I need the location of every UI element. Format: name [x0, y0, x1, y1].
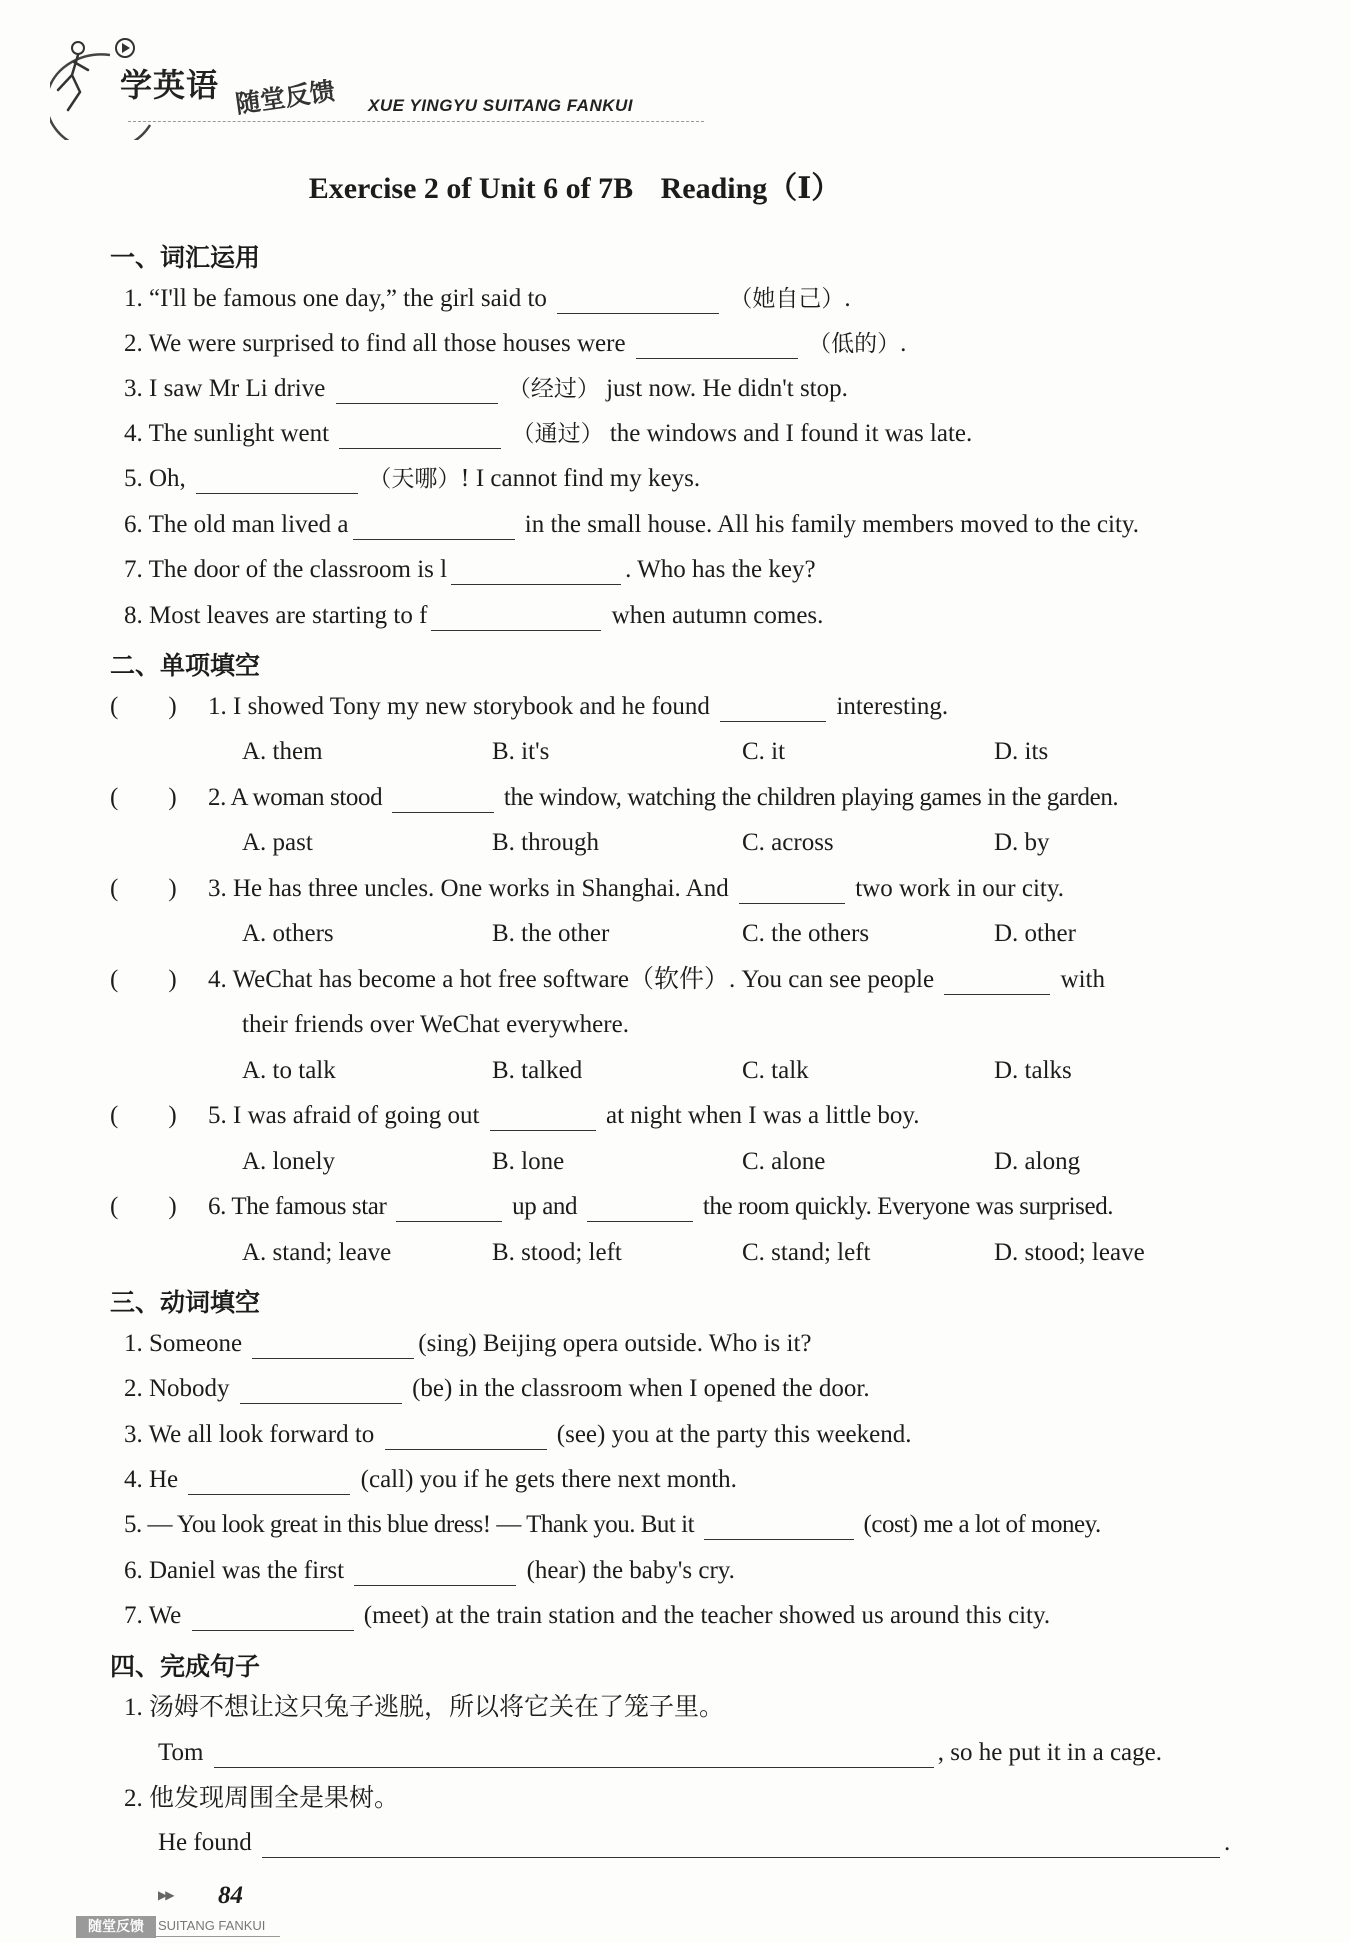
header-divider — [128, 121, 704, 122]
item-text: He — [149, 1466, 179, 1493]
option-a[interactable]: A. lonely — [242, 1148, 336, 1175]
option-a[interactable]: A. others — [242, 920, 334, 947]
item-number: 6. — [124, 511, 143, 538]
option-a[interactable]: A. past — [242, 829, 313, 856]
complete-item-1-chinese — [124, 1692, 724, 1723]
option-c[interactable]: C. across — [742, 829, 834, 856]
item-text: We all look forward to — [148, 1421, 375, 1448]
page-arrow-icon: ▶▶ — [158, 1888, 173, 1902]
item-text: The door of the classroom is l — [148, 556, 448, 583]
answer-paren[interactable]: ( ) — [110, 1193, 177, 1220]
option-d[interactable]: D. by — [994, 829, 1050, 856]
option-b[interactable]: B. the other — [492, 920, 610, 947]
vocab-item-2 — [124, 329, 906, 359]
item-text: We — [148, 1602, 182, 1629]
item-text-end: just now. He didn't stop. — [606, 375, 848, 402]
item-number: 5. — [124, 465, 143, 492]
item-number: 2. — [124, 1785, 143, 1812]
item-number: 4. — [208, 966, 227, 993]
item-number: 2. — [124, 330, 143, 357]
item-number: 5. — [124, 1511, 142, 1538]
item-text-end: . — [900, 330, 907, 357]
item-number: 3. — [124, 375, 143, 402]
verb-item-1 — [124, 1329, 812, 1359]
vocab-item-8 — [124, 601, 823, 631]
item-text: Tom — [158, 1739, 204, 1766]
item-text: WeChat has become a hot free software（软件）. You can see people — [232, 966, 935, 993]
answer-blank — [587, 1195, 693, 1222]
title-sub: Reading（Ⅰ） — [660, 172, 842, 205]
item-hint: （天哪）! — [368, 466, 470, 492]
section-heading-mc: 二、单项填空 — [110, 651, 261, 680]
item-text: Most leaves are starting to f — [149, 602, 428, 629]
answer-blank[interactable] — [196, 467, 358, 494]
item-text-end: the window, watching the children playing games in the garden. — [503, 784, 1119, 811]
item-hint: （经过） — [507, 376, 600, 402]
item-number: 1. — [124, 285, 143, 312]
answer-blank[interactable] — [240, 1377, 402, 1404]
title-main: Exercise 2 of Unit 6 of 7B — [308, 172, 634, 205]
item-text: Daniel was the first — [149, 1557, 345, 1584]
answer-blank[interactable] — [214, 1741, 934, 1768]
mc-item-6 — [208, 1192, 1113, 1222]
answer-blank[interactable] — [636, 332, 798, 359]
answer-blank[interactable] — [451, 558, 621, 585]
item-number: 4. — [124, 1466, 143, 1493]
item-chinese: 他发现周围全是果树。 — [149, 1783, 400, 1812]
item-hint: （低的） — [808, 331, 901, 357]
vocab-item-3 — [124, 374, 848, 404]
item-text: I was afraid of going out — [233, 1102, 480, 1129]
answer-paren[interactable]: ( ) — [110, 1102, 177, 1129]
answer-blank[interactable] — [336, 377, 498, 404]
item-number: 1. — [124, 1330, 143, 1357]
footer-tag-pinyin: SUITANG FANKUI — [158, 1918, 266, 1933]
mc-item-3 — [208, 874, 1064, 904]
item-text-end: (cost) me a lot of money. — [863, 1511, 1101, 1538]
answer-blank[interactable] — [262, 1831, 1220, 1858]
complete-item-1-english — [158, 1738, 1162, 1768]
section-heading-complete: 四、完成句子 — [110, 1652, 261, 1681]
option-b[interactable]: B. lone — [492, 1148, 565, 1175]
option-c[interactable]: C. it — [742, 738, 786, 765]
item-text: The famous star — [231, 1193, 387, 1220]
option-a[interactable]: A. them — [242, 738, 323, 765]
answer-blank[interactable] — [188, 1468, 350, 1495]
footer-divider — [156, 1936, 280, 1937]
item-text-end: . — [1223, 1829, 1231, 1856]
item-number: 4. — [124, 420, 143, 447]
item-number: 7. — [124, 1602, 143, 1629]
brand-chinese: 学英语 — [120, 66, 220, 104]
vocab-item-6 — [124, 510, 1139, 540]
option-a[interactable]: A. stand; leave — [242, 1239, 392, 1266]
item-text-end: with — [1060, 966, 1105, 993]
answer-blank[interactable] — [431, 604, 601, 631]
page-number: 84 — [218, 1882, 243, 1909]
item-text-end: at night when I was a little boy. — [605, 1102, 920, 1129]
item-text-end: when autumn comes. — [611, 602, 824, 629]
item-text: Oh, — [149, 465, 186, 492]
mc-item-2 — [208, 783, 1118, 813]
verb-item-3 — [124, 1420, 912, 1450]
item-text-end: . — [844, 285, 851, 312]
exercise-title — [0, 163, 1150, 207]
item-text: The sunlight went — [148, 420, 330, 447]
item-text-end: the windows and I found it was late. — [609, 420, 973, 447]
item-text: The old man lived a — [148, 511, 349, 538]
item-text-end: interesting. — [836, 693, 949, 720]
option-c[interactable]: C. talk — [742, 1057, 809, 1084]
item-text-end: in the small house. All his family members moved to the city. — [524, 511, 1140, 538]
footer-tag — [76, 1916, 280, 1938]
option-b[interactable]: B. it's — [492, 738, 550, 765]
answer-blank[interactable] — [704, 1513, 854, 1540]
item-hint: （通过） — [511, 421, 604, 447]
mc-item-5 — [208, 1101, 920, 1131]
mc-item-4-continued: their friends over WeChat everywhere. — [242, 1011, 629, 1038]
answer-paren[interactable]: ( ) — [110, 693, 177, 720]
item-text-end: the room quickly. Everyone was surprised. — [702, 1193, 1114, 1220]
answer-blank — [396, 1195, 502, 1222]
answer-blank[interactable] — [354, 1559, 516, 1586]
item-text-end: two work in our city. — [855, 875, 1064, 902]
answer-blank[interactable] — [252, 1332, 414, 1359]
item-text: A woman stood — [230, 784, 383, 811]
option-c[interactable]: C. the others — [742, 920, 870, 947]
section-heading-vocab: 一、词汇运用 — [110, 243, 261, 272]
item-text: “I'll be famous one day,” the girl said to — [149, 285, 547, 312]
option-d[interactable]: D. stood; leave — [994, 1239, 1145, 1266]
item-chinese: 汤姆不想让这只兔子逃脱，所以将它关在了笼子里。 — [149, 1692, 725, 1721]
vocab-item-7 — [124, 555, 816, 585]
item-text-end: I cannot find my keys. — [475, 465, 701, 492]
item-number: 5. — [208, 1102, 227, 1129]
item-text-end: (hear) the baby's cry. — [526, 1557, 735, 1584]
section-heading-verbs: 三、动词填空 — [110, 1288, 261, 1317]
answer-paren[interactable]: ( ) — [110, 875, 177, 902]
option-b[interactable]: B. stood; left — [492, 1239, 622, 1266]
answer-blank — [739, 877, 845, 904]
item-number: 2. — [208, 784, 226, 811]
item-text-end: (sing) Beijing opera outside. Who is it? — [418, 1330, 812, 1357]
item-text: He found — [158, 1829, 252, 1856]
mc-item-1 — [208, 692, 948, 722]
item-text-end: (call) you if he gets there next month. — [360, 1466, 737, 1493]
item-number: 8. — [124, 602, 143, 629]
answer-blank — [944, 968, 1050, 995]
item-hint: （她自己） — [729, 286, 845, 312]
option-d[interactable]: D. other — [994, 920, 1076, 947]
option-d[interactable]: D. its — [994, 738, 1049, 765]
item-number: 1. — [208, 693, 227, 720]
answer-blank[interactable] — [192, 1604, 354, 1631]
option-c[interactable]: C. alone — [742, 1148, 826, 1175]
option-d[interactable]: D. talks — [994, 1057, 1072, 1084]
answer-blank[interactable] — [339, 422, 501, 449]
vocab-item-4 — [124, 419, 972, 449]
item-text: We were surprised to find all those houses were — [148, 330, 626, 357]
item-text: Nobody — [149, 1375, 230, 1402]
header — [50, 30, 670, 140]
answer-paren[interactable]: ( ) — [110, 966, 177, 993]
brand-chinese-sub: 随堂反馈 — [233, 76, 337, 119]
mc-item-4 — [208, 965, 1105, 995]
item-text: I saw Mr Li drive — [149, 375, 326, 402]
item-number: 3. — [124, 1421, 143, 1448]
item-text-end: , so he put it in a cage. — [937, 1739, 1162, 1766]
item-text: Someone — [149, 1330, 243, 1357]
item-text: I showed Tony my new storybook and he found — [233, 693, 710, 720]
answer-paren[interactable]: ( ) — [110, 784, 177, 811]
item-text-mid: up and — [512, 1193, 578, 1220]
item-number: 3. — [208, 875, 227, 902]
verb-item-2 — [124, 1374, 870, 1404]
complete-item-2-chinese — [124, 1783, 399, 1814]
item-text-end: . Who has the key? — [625, 556, 816, 583]
answer-blank — [392, 786, 494, 813]
item-number: 1. — [124, 1694, 143, 1721]
item-number: 6. — [208, 1193, 226, 1220]
item-text: He has three uncles. One works in Shanghai. And — [233, 875, 729, 902]
item-text-end: (meet) at the train station and the teacher showed us around this city. — [363, 1602, 1051, 1629]
option-b[interactable]: B. through — [492, 829, 599, 856]
answer-blank — [490, 1104, 596, 1131]
option-b[interactable]: B. talked — [492, 1057, 583, 1084]
verb-item-5 — [124, 1510, 1101, 1540]
brand-pinyin: XUE YINGYU SUITANG FANKUI — [368, 96, 634, 115]
item-text-end: (be) in the classroom when I opened the door. — [412, 1375, 870, 1402]
verb-item-7 — [124, 1601, 1050, 1631]
item-number: 6. — [124, 1557, 143, 1584]
answer-blank[interactable] — [385, 1423, 547, 1450]
answer-blank[interactable] — [557, 287, 719, 314]
vocab-item-5 — [124, 464, 700, 494]
item-number: 7. — [124, 556, 143, 583]
option-a[interactable]: A. to talk — [242, 1057, 336, 1084]
verb-item-6 — [124, 1556, 735, 1586]
option-d[interactable]: D. along — [994, 1148, 1081, 1175]
footer-tag-chinese: 随堂反馈 — [76, 1916, 156, 1938]
verb-item-4 — [124, 1465, 737, 1495]
item-number: 2. — [124, 1375, 143, 1402]
option-c[interactable]: C. stand; left — [742, 1239, 871, 1266]
answer-blank[interactable] — [353, 513, 515, 540]
vocab-item-1 — [124, 284, 851, 314]
answer-blank — [720, 695, 826, 722]
item-text-end: (see) you at the party this weekend. — [556, 1421, 912, 1448]
item-text: — You look great in this blue dress! — Thank you. But it — [147, 1511, 695, 1538]
complete-item-2-english — [158, 1828, 1230, 1858]
